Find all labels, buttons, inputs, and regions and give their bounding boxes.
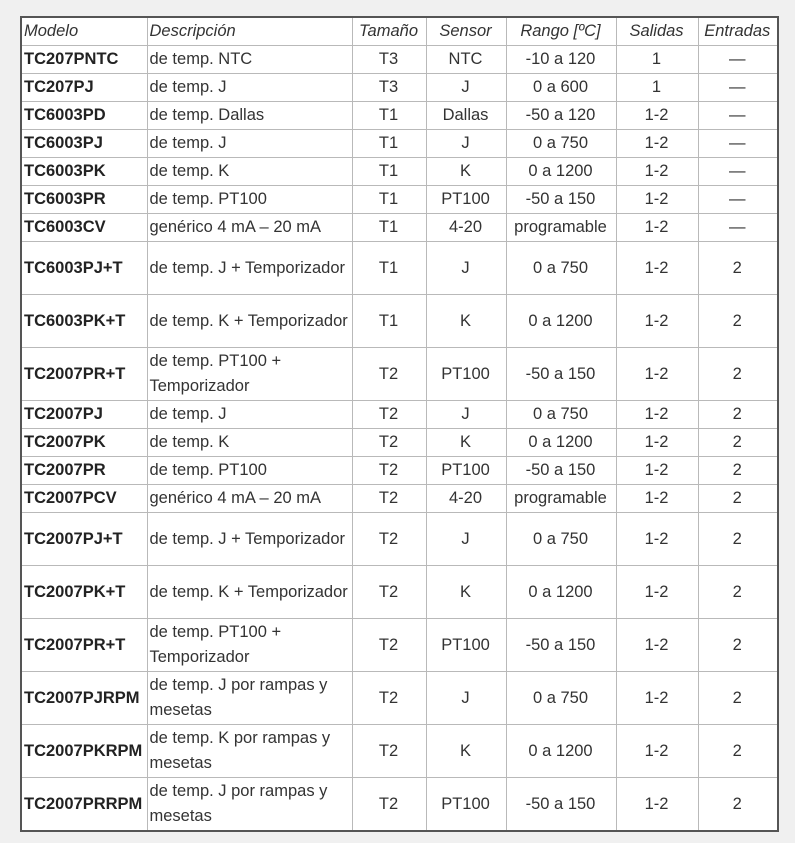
table-body	[21, 46, 778, 832]
header-row	[21, 17, 778, 46]
table-row	[21, 401, 778, 429]
cell-outputs: 1-2	[616, 457, 698, 485]
cell-range: 0 a 1200	[506, 566, 616, 619]
cell-size: T2	[352, 725, 426, 778]
cell-outputs: 1-2	[616, 130, 698, 158]
table-row	[21, 429, 778, 457]
table-row	[21, 485, 778, 513]
header-range: Rango [ºC]	[506, 17, 616, 46]
cell-size: T2	[352, 566, 426, 619]
cell-outputs: 1-2	[616, 485, 698, 513]
cell-description: de temp. K	[147, 429, 352, 457]
cell-range: 0 a 1200	[506, 725, 616, 778]
cell-inputs: 2	[698, 619, 778, 672]
table-row	[21, 130, 778, 158]
cell-outputs: 1-2	[616, 725, 698, 778]
cell-inputs: —	[698, 186, 778, 214]
header-inputs: Entradas	[698, 17, 778, 46]
cell-size: T1	[352, 102, 426, 130]
cell-inputs: 2	[698, 566, 778, 619]
cell-inputs: 2	[698, 295, 778, 348]
table-row	[21, 74, 778, 102]
cell-sensor: J	[426, 401, 506, 429]
header-size: Tamaño	[352, 17, 426, 46]
cell-inputs: —	[698, 158, 778, 186]
cell-range: -50 a 150	[506, 619, 616, 672]
cell-size: T2	[352, 778, 426, 832]
cell-sensor: PT100	[426, 619, 506, 672]
cell-description: de temp. J + Temporizador	[147, 513, 352, 566]
cell-inputs: —	[698, 214, 778, 242]
cell-range: 0 a 1200	[506, 158, 616, 186]
cell-inputs: 2	[698, 242, 778, 295]
cell-sensor: Dallas	[426, 102, 506, 130]
cell-sensor: K	[426, 725, 506, 778]
cell-model: TC2007PK+T	[21, 566, 147, 619]
table-row	[21, 46, 778, 74]
cell-sensor: PT100	[426, 457, 506, 485]
cell-range: -50 a 150	[506, 186, 616, 214]
cell-model: TC6003CV	[21, 214, 147, 242]
cell-model: TC6003PK	[21, 158, 147, 186]
cell-description: de temp. J por rampas y mesetas	[147, 672, 352, 725]
cell-size: T2	[352, 513, 426, 566]
cell-size: T2	[352, 485, 426, 513]
table-row	[21, 566, 778, 619]
cell-inputs: 2	[698, 348, 778, 401]
cell-size: T2	[352, 672, 426, 725]
cell-sensor: K	[426, 295, 506, 348]
cell-description: de temp. K por rampas y mesetas	[147, 725, 352, 778]
cell-sensor: K	[426, 429, 506, 457]
cell-model: TC2007PR+T	[21, 619, 147, 672]
cell-size: T2	[352, 457, 426, 485]
cell-sensor: PT100	[426, 348, 506, 401]
cell-sensor: PT100	[426, 186, 506, 214]
cell-description: de temp. K	[147, 158, 352, 186]
table-row	[21, 242, 778, 295]
cell-outputs: 1-2	[616, 348, 698, 401]
cell-model: TC6003PJ+T	[21, 242, 147, 295]
cell-size: T2	[352, 429, 426, 457]
cell-inputs: 2	[698, 485, 778, 513]
cell-outputs: 1-2	[616, 513, 698, 566]
cell-size: T3	[352, 46, 426, 74]
cell-range: -50 a 150	[506, 778, 616, 832]
cell-sensor: K	[426, 566, 506, 619]
cell-description: de temp. PT100 + Temporizador	[147, 619, 352, 672]
cell-description: de temp. J	[147, 130, 352, 158]
table-row	[21, 672, 778, 725]
cell-inputs: 2	[698, 457, 778, 485]
cell-size: T3	[352, 74, 426, 102]
cell-description: de temp. J por rampas y mesetas	[147, 778, 352, 832]
cell-model: TC2007PR	[21, 457, 147, 485]
table-row	[21, 158, 778, 186]
cell-outputs: 1-2	[616, 566, 698, 619]
cell-outputs: 1-2	[616, 401, 698, 429]
cell-sensor: J	[426, 74, 506, 102]
cell-model: TC2007PRRPM	[21, 778, 147, 832]
cell-range: programable	[506, 214, 616, 242]
cell-description: de temp. K + Temporizador	[147, 295, 352, 348]
header-description: Descripción	[147, 17, 352, 46]
cell-description: de temp. J	[147, 401, 352, 429]
cell-range: programable	[506, 485, 616, 513]
table-row	[21, 102, 778, 130]
cell-outputs: 1	[616, 74, 698, 102]
table-row	[21, 214, 778, 242]
cell-outputs: 1-2	[616, 778, 698, 832]
cell-inputs: —	[698, 74, 778, 102]
cell-model: TC6003PD	[21, 102, 147, 130]
cell-outputs: 1-2	[616, 295, 698, 348]
cell-inputs: 2	[698, 401, 778, 429]
cell-range: 0 a 750	[506, 401, 616, 429]
cell-outputs: 1	[616, 46, 698, 74]
cell-range: 0 a 1200	[506, 295, 616, 348]
cell-size: T1	[352, 186, 426, 214]
cell-model: TC2007PKRPM	[21, 725, 147, 778]
cell-inputs: 2	[698, 429, 778, 457]
cell-inputs: 2	[698, 725, 778, 778]
cell-sensor: K	[426, 158, 506, 186]
cell-size: T1	[352, 130, 426, 158]
cell-inputs: —	[698, 102, 778, 130]
cell-size: T2	[352, 348, 426, 401]
table-row	[21, 778, 778, 832]
cell-size: T1	[352, 242, 426, 295]
controllers-table	[20, 16, 779, 832]
cell-range: 0 a 600	[506, 74, 616, 102]
cell-sensor: J	[426, 672, 506, 725]
cell-description: de temp. J	[147, 74, 352, 102]
table-row	[21, 295, 778, 348]
cell-outputs: 1-2	[616, 214, 698, 242]
cell-sensor: J	[426, 242, 506, 295]
cell-description: de temp. PT100	[147, 457, 352, 485]
cell-inputs: 2	[698, 778, 778, 832]
cell-description: genérico 4 mA – 20 mA	[147, 485, 352, 513]
cell-sensor: J	[426, 513, 506, 566]
cell-size: T2	[352, 619, 426, 672]
cell-inputs: —	[698, 46, 778, 74]
cell-description: de temp. PT100 + Temporizador	[147, 348, 352, 401]
table-row	[21, 186, 778, 214]
table-row	[21, 619, 778, 672]
header-model: Modelo	[21, 17, 147, 46]
cell-model: TC2007PJRPM	[21, 672, 147, 725]
cell-size: T2	[352, 401, 426, 429]
header-sensor: Sensor	[426, 17, 506, 46]
cell-description: de temp. Dallas	[147, 102, 352, 130]
cell-model: TC6003PR	[21, 186, 147, 214]
cell-model: TC6003PJ	[21, 130, 147, 158]
cell-description: de temp. J + Temporizador	[147, 242, 352, 295]
cell-outputs: 1-2	[616, 672, 698, 725]
cell-inputs: —	[698, 130, 778, 158]
cell-size: T1	[352, 158, 426, 186]
cell-outputs: 1-2	[616, 158, 698, 186]
cell-model: TC2007PK	[21, 429, 147, 457]
cell-inputs: 2	[698, 513, 778, 566]
cell-model: TC207PNTC	[21, 46, 147, 74]
cell-range: -50 a 120	[506, 102, 616, 130]
table-row	[21, 725, 778, 778]
cell-range: -50 a 150	[506, 348, 616, 401]
table-row	[21, 348, 778, 401]
cell-model: TC6003PK+T	[21, 295, 147, 348]
cell-inputs: 2	[698, 672, 778, 725]
cell-model: TC2007PJ+T	[21, 513, 147, 566]
cell-description: genérico 4 mA – 20 mA	[147, 214, 352, 242]
cell-sensor: 4-20	[426, 214, 506, 242]
cell-description: de temp. K + Temporizador	[147, 566, 352, 619]
cell-range: -50 a 150	[506, 457, 616, 485]
cell-range: 0 a 750	[506, 672, 616, 725]
cell-range: 0 a 1200	[506, 429, 616, 457]
cell-description: de temp. PT100	[147, 186, 352, 214]
cell-sensor: J	[426, 130, 506, 158]
cell-outputs: 1-2	[616, 429, 698, 457]
table-row	[21, 457, 778, 485]
cell-size: T1	[352, 295, 426, 348]
cell-range: -10 a 120	[506, 46, 616, 74]
table-row	[21, 513, 778, 566]
cell-description: de temp. NTC	[147, 46, 352, 74]
cell-model: TC2007PJ	[21, 401, 147, 429]
cell-sensor: PT100	[426, 778, 506, 832]
cell-size: T1	[352, 214, 426, 242]
cell-model: TC2007PCV	[21, 485, 147, 513]
cell-outputs: 1-2	[616, 242, 698, 295]
cell-model: TC2007PR+T	[21, 348, 147, 401]
cell-outputs: 1-2	[616, 619, 698, 672]
cell-sensor: NTC	[426, 46, 506, 74]
cell-outputs: 1-2	[616, 102, 698, 130]
cell-range: 0 a 750	[506, 130, 616, 158]
cell-range: 0 a 750	[506, 242, 616, 295]
cell-model: TC207PJ	[21, 74, 147, 102]
header-outputs: Salidas	[616, 17, 698, 46]
cell-outputs: 1-2	[616, 186, 698, 214]
cell-sensor: 4-20	[426, 485, 506, 513]
table-header	[21, 17, 778, 46]
cell-range: 0 a 750	[506, 513, 616, 566]
table-container	[20, 16, 779, 832]
